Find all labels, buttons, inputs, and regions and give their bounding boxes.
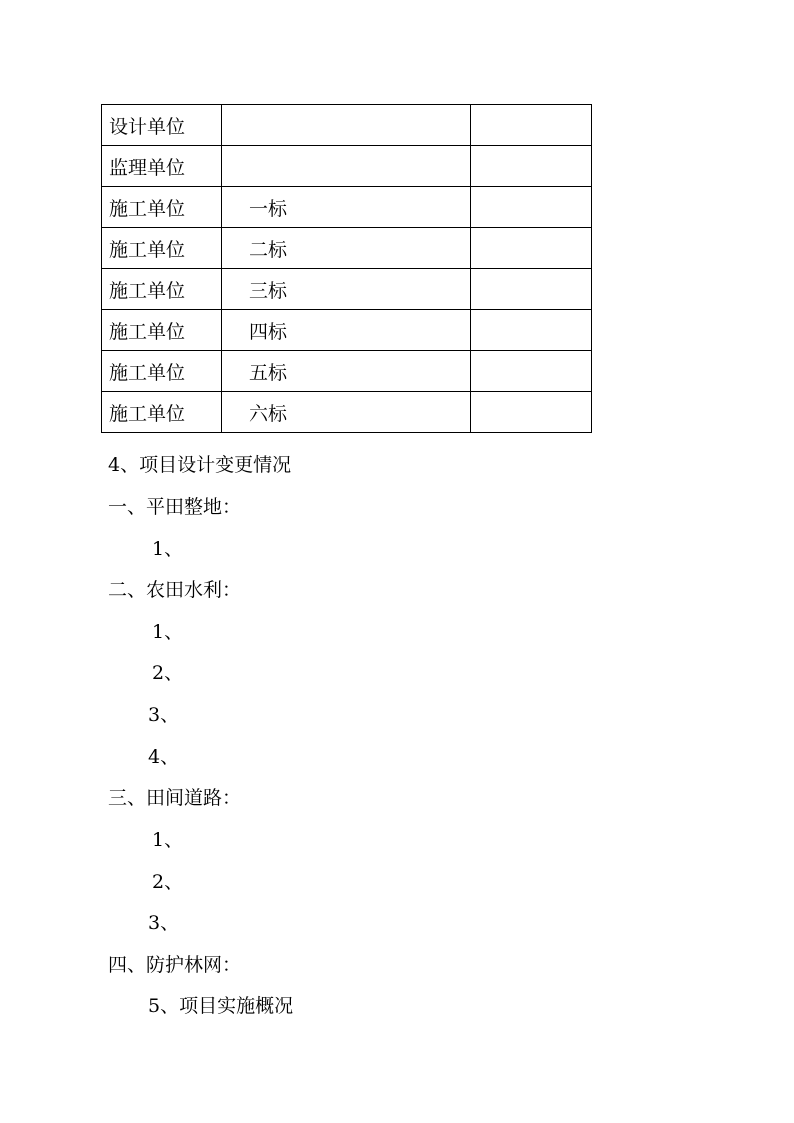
unit-label: 施工单位 [102, 228, 222, 269]
unit-label: 施工单位 [102, 310, 222, 351]
unit-note [471, 187, 592, 228]
list-item: 2、 [152, 662, 184, 684]
list-item: 4、 [148, 746, 180, 768]
table-row [102, 269, 592, 310]
unit-section: 四标 [222, 310, 471, 351]
unit-section [222, 146, 471, 187]
table-row [102, 392, 592, 433]
unit-note [471, 392, 592, 433]
list-item: 3、 [148, 704, 180, 726]
unit-label: 施工单位 [102, 351, 222, 392]
unit-section [222, 105, 471, 146]
section-4-title: 4、项目设计变更情况 [108, 454, 292, 476]
table-row [102, 351, 592, 392]
unit-note [471, 105, 592, 146]
list-item: 1、 [152, 829, 184, 851]
unit-label: 监理单位 [102, 146, 222, 187]
table-row [102, 187, 592, 228]
unit-label: 施工单位 [102, 187, 222, 228]
section-5-title: 5、项目实施概况 [148, 995, 294, 1017]
table-row [102, 228, 592, 269]
units-table [101, 104, 592, 433]
unit-note [471, 146, 592, 187]
unit-label: 施工单位 [102, 392, 222, 433]
table-row [102, 146, 592, 187]
unit-note [471, 228, 592, 269]
unit-label: 设计单位 [102, 105, 222, 146]
table-row [102, 310, 592, 351]
unit-section: 五标 [222, 351, 471, 392]
unit-section: 二标 [222, 228, 471, 269]
list-item: 2、 [152, 871, 184, 893]
unit-label: 施工单位 [102, 269, 222, 310]
part-heading-land-leveling: 一、平田整地： [108, 496, 242, 518]
part-heading-field-roads: 三、田间道路： [108, 787, 242, 809]
unit-note [471, 269, 592, 310]
list-item: 1、 [152, 621, 184, 643]
unit-section: 三标 [222, 269, 471, 310]
unit-note [471, 351, 592, 392]
list-item: 3、 [148, 912, 180, 934]
part-heading-shelterbelt: 四、防护林网： [108, 954, 242, 976]
list-item: 1、 [152, 538, 184, 560]
table-row [102, 105, 592, 146]
part-heading-irrigation: 二、农田水利： [108, 579, 242, 601]
unit-note [471, 310, 592, 351]
unit-section: 六标 [222, 392, 471, 433]
unit-section: 一标 [222, 187, 471, 228]
